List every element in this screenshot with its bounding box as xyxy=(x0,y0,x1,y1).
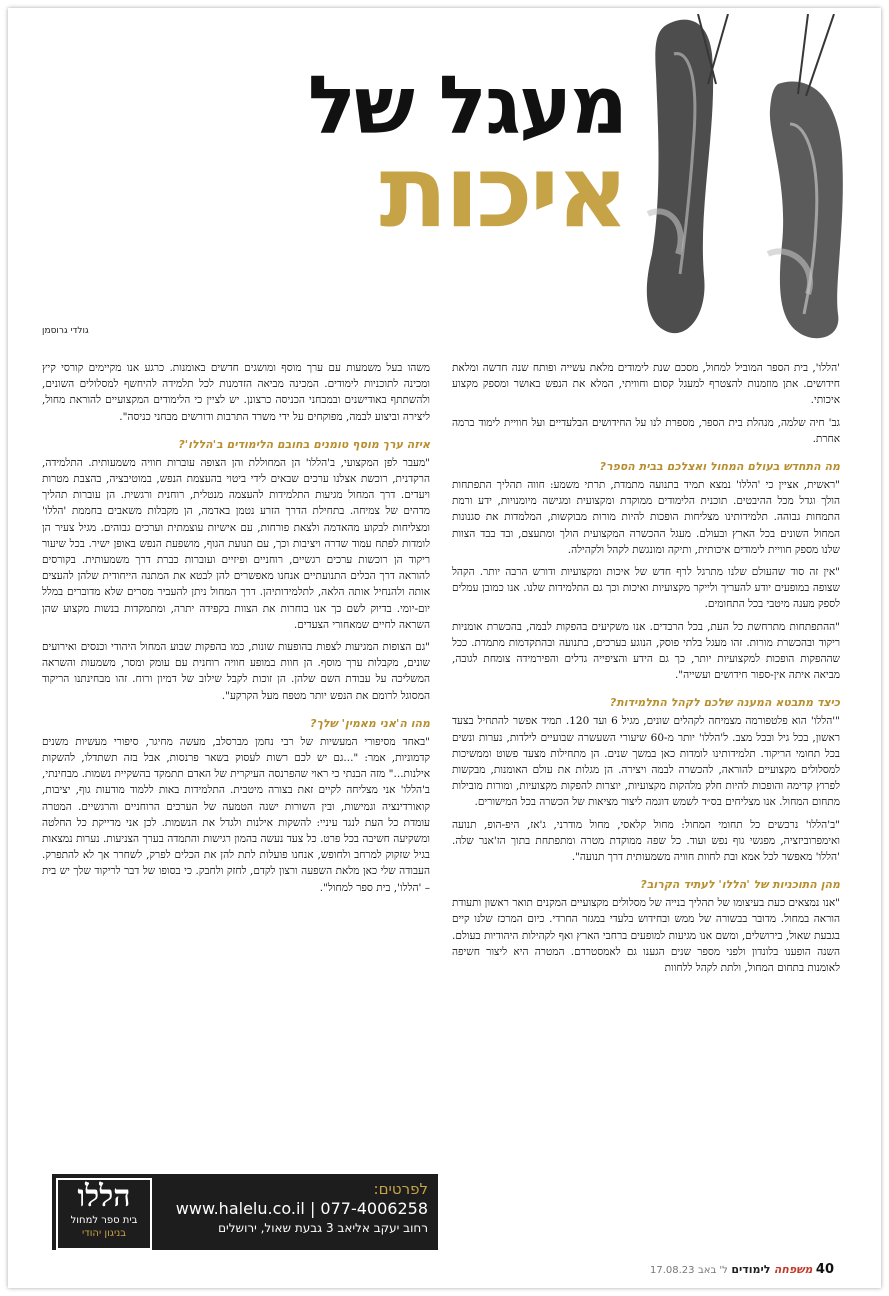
ballet-shoes-illustration xyxy=(628,14,881,344)
paragraph: "אנו נמצאים כעת בעיצומו של תהליך בנייה של מסלולים מקצועיים המקנים תואר ראשון ותעודת הוראה במחול. מדובר בבשורה של ממש ובחידוש בלעדי במגזר החרדי. כיום המרכז שלנו קיים בגבעת שאול, בירושלים, ומשם אנו מגיעות למופעים ברחבי הארץ ואף לקהילות היהודיות בעולם. השנה הופענו בלונדון ולפני מספר שנים הגענו גם לאמסטרדם. המטרה היא ליצור חשיפה לאומנות בתחום המחול, ולתת לקהל ללחוות xyxy=(452,897,840,975)
paragraph: "'הללו' הוא פלטפורמה מצמיחה לקהלים שונים, מגיל 6 ועד 120. תמיד אפשר להתחיל בצעד ראשון, בכל גיל ובכל מצב. ל'הללו' יותר מ-60 שיעורי השעשרה שבועיים לילדות, נערות ונשים בכל תחומי הריקוד. תלמידותינו לומדות כאן במשך שנים. הן מתחילות מצעד פשוט וממשיכות למסלולים מקצועיים להוראה, להכשרה לבמה ויצירה. הן מגלות את עולם האומנות, מבקשות לפרוץ קדימה והופכות להיות חלק מלהקות מקצועיות, יוצרות להפקות מקצועיות, ומורות מובילות מתחום המחול. אנו מצליחים בס״ד לשמש דוגמה ליצור מציאות של הכשרה בכל המישורים. xyxy=(452,715,840,809)
issue-date: 17.08.23 xyxy=(649,1265,695,1276)
paragraph: "ראשית, אציין כי 'הללו' נמצא תמיד בתנועה מתמדת, תרתי משמע: חווה תהליך התפתחות הולך וגדל מכל ההיבטים. תוכנית הלימודים ממוקדת ומקצועית ומגישה מיומנויות, ידע ורמת התמחות גבוהה. תלמידותינו מצליחות הופכות להיות מורות מבוקשות, המלמדות את סגנונות המחול השונים בכל הארץ ובעולם. מעגל ההכשרה המקצועית הולך ומתעצם, ובד בבד הצוות שלנו מספק חוויית לימודים איכותית, ותיקה ומונגשת לקהל ולקהילה. xyxy=(452,479,840,556)
ad-details-label: לפרטים: xyxy=(373,1180,428,1198)
article-column-right xyxy=(452,360,840,982)
section-heading: מהן התוכניות של 'הללו' לעתיד הקרוב? xyxy=(640,878,840,892)
article-column-left xyxy=(42,360,430,902)
section-heading: מהו ה'אני מאמין' שלך? xyxy=(310,716,430,730)
page-number: 40 xyxy=(815,1262,834,1277)
paragraph: "מעבר לפן המקצועי, ב'הללו' הן המחוללת והן הצופה עוברות חוויה משמעותית. התלמידה, הרקדנית, רוכשת אצלנו ערכים שבאים לידי ביטוי בהעצמת הנפש, במוטיבציה, בהצבת מטרות ויעדים. דרך המחול מגיעות התלמידות להעצמה מנטלית, רוחנית ורגשית. הן עוברות תהליך מדהים של צמיחה. בתחילת הדרך הזרע נטמן באדמה, הן מקבלות משאבים בחממת 'הללו' ומצליחות לבקוע מהאדמה ולצאת פורחות, עם אישיות עוצמתית וערכים גבוהים. מגיל צעיר הן לומדות לפתח עמוד שדרה ויציבות וכך, עם תנועת הגוף, מושפעת הנפש באופן ישיר. בכל שיעור ריקוד הן רוכשות ערכים רגשיים, רוחניים ופיזיים ועוברות כברת דרך משמעותית. בקורסים להוראה דרך הכלים התנועתיים אנחנו מאפשרים להן לבטא את המתנה הייחודית שלהן להעצים אותה ולהנחיל אותה הלאה, לתלמידותיהן. דרך המחול ניתן להעביר מסרים שלא מדוברים במלל יום-יומי. בדיוק לשם כך אנו בוחרות את הצוות בקפידה יתרה, ומתמקדות בנשות מקצוע שהן השראה לחיים שמאחורי הצעדים. xyxy=(42,456,430,631)
paragraph: "באחד מסיפורי המעשיות של רבי נחמן מברסלב, מעשה מחיגר, סיפורי מעשיות משנים קדמוניות, אמר: "...גם יש לכם רשות לעסוק בשאר פרנסות, אבל בזה תשתדלו, להשקות אילנות..." מזה הבנתי כי ראוי שהפרנסה העיקרית של האדם תתמקד בהשקיית נשמות. מבחינתי, ב'הללו' אני מצליחה לקיים זאת בצורה מיטבית. התלמידות באות ללמוד מודעות גוף, יציבות, קואורדינציה וגמישות, ובין השורות ישנה הטמעה של הערכים הרוחניים והרגשיים. המטרה עומדת כל העת לנגד עיניי: להשקות אילנות ולגדל את הנשמות. לכן אני מדייקת כל החלטה ומשקיעה חשיבה בכל פרט. כל צעד נעשה בהמון רגישות והתמדה בערך הצניעות. נערות נמצאות בגיל שזקוק למרחב ולחופש, אנחנו פועלות לתת להן את הכלים לפרק, לשחרר אך לא להתפרק. העבודה שלי כאן מלאת השפעה ורצון לקדם, לחזק ולחבק. כי בסופו של דבר לריקוד שלך יש בית – 'הללו', בית ספר למחול". xyxy=(42,735,430,894)
page-footer xyxy=(648,1260,834,1280)
logo-name: הללו xyxy=(77,1179,131,1214)
magazine-name: משפחה xyxy=(773,1263,813,1276)
ad-contact-info xyxy=(158,1180,428,1236)
paragraph: "גם הצופות המגיעות לצפות בהופעות שונות, כמו בהפקות שבוע המחול היהודי וכנסים ואירועים שונים, מקבלות ערך מוסף. הן חוות במופע חוויה רוחנית עם עומק ומסר, משמעות והשראה המשליכה על עבודת השם שלהן. הן זוכות לקבל שילוב של דמיון ורוח. זהו מבחינתנו הריקוד המסוגל לרומם את הנפש יותר מטפח מעל הקרקע". xyxy=(42,641,430,702)
paragraph: משהו בעל משמעות עם ערך מוסף ומושגים חדשים באומנות. כרגע אנו מקיימים קורסי קיץ ומכינה לתוכניות לימודים. המכינה מביאה הזדמנות לכל תלמידה להיחשף למסלולים השונים, ולהשתתף באודישנים ובמבחני הכניסה כרצונן. יש לציין כי הלימודים המקצועיים להוראת מחול, ליצירה וביצוע לבמה, מפוקחים על ידי משרד התרבות ודורשים מבחני כניסה". xyxy=(42,362,430,423)
article-title xyxy=(246,59,626,250)
paragraph: גב' חיה שלמה, מנהלת בית הספר, מספרת לנו על החידושים הבלעדיים ועל חוויית לימוד ברמה אחרת. xyxy=(452,416,840,445)
paragraph: "ההתפתחות מתרחשת כל העת, בכל הרבדים. אנו משקיעים בהפקות לבמה, בהכשרת אומניות ריקוד ובהכשרת מורות. זהו מעגל בלתי פוסק, הנוגע בערכים, בתנועה ובהתקדמות מתמדת. ככל שההפקות הופכות למקצועיות יותר, כך גם הידע והציפייה גדלים והפירמידה צומחת לגובה, מביאה איתה אין-ספור חידושים ועשייה". xyxy=(452,620,840,682)
paragraph: "אין זה סוד שהעולם שלנו מתרגל לרף חדש של איכות ומקצועיות ודורש הרבה יותר. הקהל שצופה במופעים יודע להעריך ולייקר מקצועיות ואיכות וכך גם התלמידות שלנו. אנו כמובן עמלים לספק מענה מיטבי בכל התחומים. xyxy=(452,566,840,611)
logo-subtitle: בית ספר למחול xyxy=(70,1215,138,1226)
halelu-logo xyxy=(56,1178,152,1250)
magazine-page xyxy=(8,8,881,1288)
hebrew-date: ל' באב xyxy=(698,1265,728,1276)
title-line-1: מעגל של xyxy=(307,59,626,152)
paragraph: 'הללו', בית הספר המוביל למחול, מסכם שנת לימודים מלאת עשייה ופותח שנה חדשה ומלאת חידושים. אתן מוזמנות להצטרף למעגל קסום וחוויתי, המלא את הנפש באושר ומספק מקצוע איכותי. xyxy=(452,362,840,407)
ad-address: רחוב יעקב אליאב 3 גבעת שאול, ירושלים xyxy=(218,1221,428,1235)
paragraph: "ב'הללו' נרכשים כל תחומי המחול: מחול קלאסי, מחול מודרני, ג'אז, היפ-הופ, תנועה ואימפרוביזציה, מפגשי גוף נפש ועוד. כל שפה ממוקדת מטרה ומתפתחת בתוך הז'אנר שלה. 'הללו' מאפשר לכל אמא ובת לחוות חוויה משמעותית דרך תנועה". xyxy=(452,818,840,864)
ad-website-phone[interactable]: www.halelu.co.il | 077-4006258 xyxy=(175,1199,428,1218)
section-name: לימודים xyxy=(731,1263,771,1276)
title-line-2: איכות xyxy=(379,133,626,250)
advertisement-box xyxy=(52,1174,438,1250)
section-heading: מה התחדש בעולם המחול ואצלכם בבית הספר? xyxy=(599,460,840,474)
section-heading: כיצד מתבטא המענה שלכם לקהל התלמידות? xyxy=(609,696,840,710)
author-byline: גולדי גרוסמן xyxy=(42,326,89,336)
logo-tagline: בניגון יהודי xyxy=(82,1228,126,1239)
section-heading: איזה ערך מוסף טומנים בחובם הלימודים ב'הללו'? xyxy=(178,437,430,451)
